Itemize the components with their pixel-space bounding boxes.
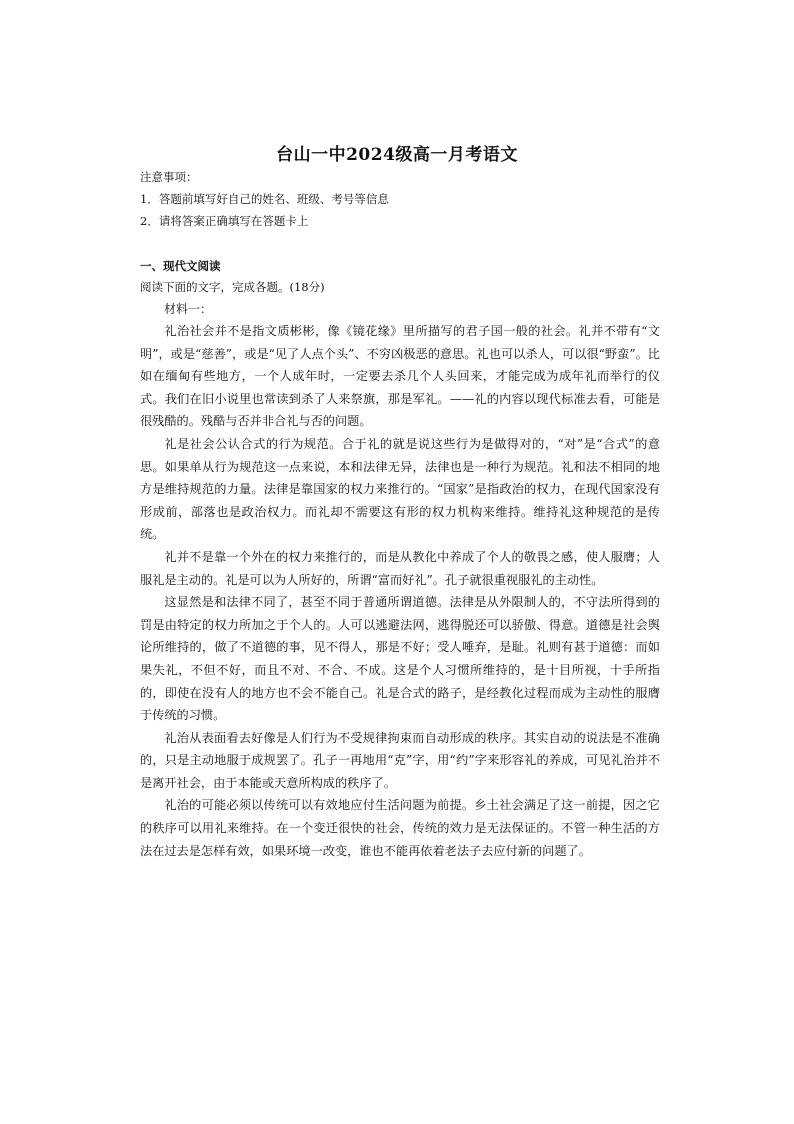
paragraph: 这显然是和法律不同了，甚至不同于普通所谓道德。法律是从外限制人的，不守法所得到的罚是由特定的权力所加之于个人的。人可以逃避法网，逃得脱还可以骄傲、得意。道德是社会舆论所维持的，做了不道德的事，见不得人，那是不好；受人唾弃，是耻。礼则有甚于道德：而如果失礼，不但不好，而且不对、不合、不成。这是个人习惯所维持的，是十目所视，十手所指的，即使在没有人的地方也不会不能自己。礼是合式的路子，是经教化过程而成为主动性的服膺于传统的习惯。 [140,595,660,723]
material-text [140,320,660,862]
notes-item: 1．答题前填写好自己的姓名、班级、考号等信息 [140,192,389,206]
section-heading: 一、现代文阅读 [140,259,221,273]
material-label: 材料一： [164,302,213,316]
exam-title: 台山一中2024级高一月考语文 [276,145,518,165]
paragraph: 礼并不是靠一个外在的权力来推行的，而是从教化中养成了个人的敬畏之感，使人服膺；人服礼是主动的。礼是可以为人所好的，所谓“富而好礼”。孔子就很重视服礼的主动性。 [140,549,660,587]
notes-item: 2．请将答案正确填写在答题卡上 [140,214,309,228]
reading-section [140,256,660,862]
paragraph: 礼是社会公认合式的行为规范。合于礼的就是说这些行为是做得对的，“对”是“合式”的意思。如果单从行为规范这一点来说，本和法律无异，法律也是一种行为规范。礼和法不相同的地方是维持规范的力量。法律是靠国家的权力来推行的。“国家”是指政治的权力，在现代国家没有形成前，部落也是政治权力。而礼却不需要这有形的权力机构来维持。维持礼这种规范的是传统。 [140,436,661,542]
section-instruction: 阅读下面的文字，完成各题。(18分) [140,280,325,294]
paragraph: 礼治社会并不是指文质彬彬，像《镜花缘》里所描写的君子国一般的社会。礼并不带有“文明”，或是“慈善”，或是“见了人点个头”、不穷凶极恶的意思。礼也可以杀人，可以很“野蛮”。比如在缅甸有些地方，一个人成年时，一定要去杀几个人头回来，才能完成为成年礼而举行的仪式。我们在旧小说里也常读到杀了人来祭旗，那是军礼。——礼的内容以现代标准去看，可能是很残酷的。残酷与否并非合礼与否的问题。 [140,324,660,429]
paragraph: 礼治的可能必须以传统可以有效地应付生活问题为前提。乡土社会满足了这一前提，因之它的秩序可以用礼来维持。在一个变迁很快的社会，传统的效力是无法保证的。不管一种生活的方法在过去是怎样有效，如果环境一改变，谁也不能再依着老法子去应付新的问题了。 [140,798,660,858]
paragraph: 礼治从表面看去好像是人们行为不受规律拘束而自动形成的秩序。其实自动的说法是不准确的，只是主动地服于成规罢了。孔子一再地用“克”字，用“约”字来形容礼的养成，可见礼治并不是离开社会，由于本能或天意所构成的秩序了。 [140,730,661,790]
notes-heading: 注意事项： [140,170,198,184]
notes-block [140,166,660,232]
